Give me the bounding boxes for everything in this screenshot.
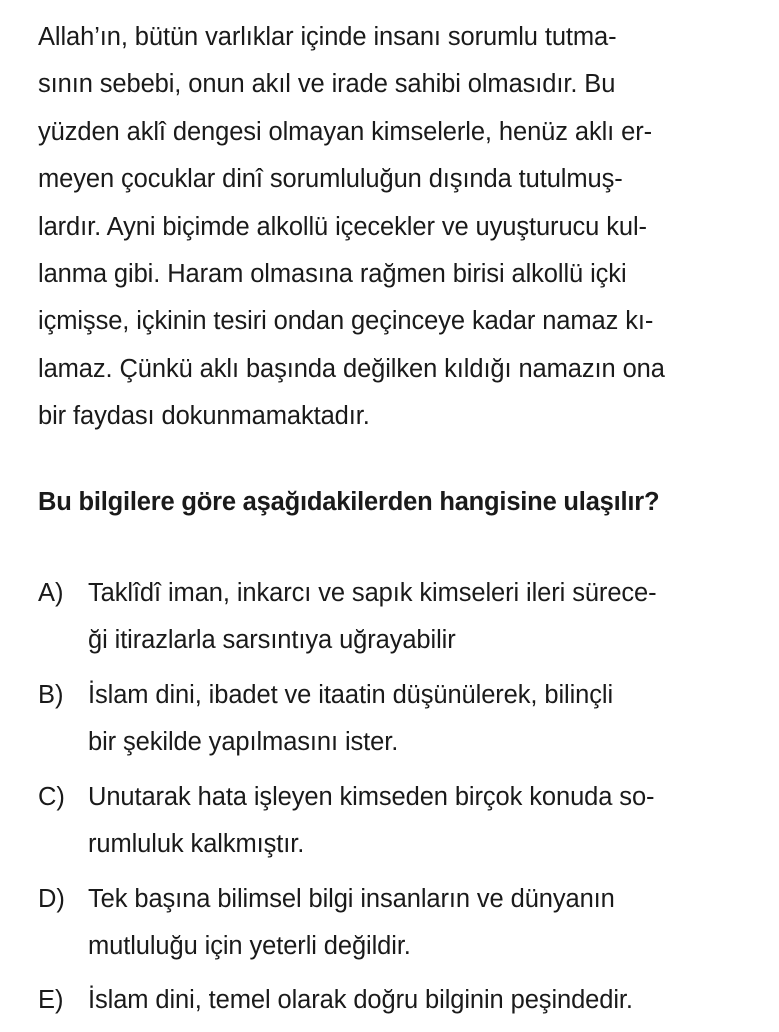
option-text [88, 570, 657, 665]
passage-line: yüzden aklî dengesi olmayan kimselerle, henüz aklı er- [38, 117, 652, 146]
option-text-line: İslam dini, temel olarak doğru bilginin peşindedir. [88, 986, 633, 1015]
option-letter: A) [38, 579, 64, 608]
passage-line: meyen çocuklar dinî sorumluluğun dışında tutulmuş- [38, 165, 623, 194]
answer-options [38, 570, 728, 1025]
passage-line: lamaz. Çünkü aklı başında değilken kıldığı namazın ona [38, 354, 665, 383]
passage-line: bir faydası dokunmamaktadır. [38, 402, 370, 431]
question-page [38, 14, 728, 1032]
passage-line: sının sebebi, onun akıl ve irade sahibi olmasıdır. Bu [38, 70, 616, 99]
option-a[interactable] [38, 570, 728, 665]
option-text-line: Tek başına bilimsel bilgi insanların ve dünyanın [88, 884, 615, 913]
passage-line: içmişse, içkinin tesiri ondan geçinceye kadar namaz kı- [38, 307, 654, 336]
option-b[interactable] [38, 672, 728, 767]
option-letter: C) [38, 782, 65, 811]
option-text-line: mutluluğu için yeterli değildir. [88, 931, 411, 960]
passage [38, 14, 728, 441]
option-text-line: bir şekilde yapılmasını ister. [88, 728, 399, 757]
option-text-line: Taklîdî iman, inkarcı ve sapık kimseleri ileri sürece- [88, 579, 657, 608]
option-e[interactable] [38, 977, 728, 1024]
option-text [88, 977, 633, 1024]
option-text-line: Unutarak hata işleyen kimseden birçok konuda so- [88, 782, 655, 811]
passage-line: lardır. Ayni biçimde alkollü içecekler ve uyuşturucu kul- [38, 212, 647, 241]
passage-line: Allah’ın, bütün varlıklar içinde insanı sorumlu tutma- [38, 23, 617, 51]
option-text [88, 876, 615, 971]
option-d[interactable] [38, 876, 728, 971]
passage-line: lanma gibi. Haram olmasına rağmen birisi alkollü içki [38, 260, 627, 289]
option-text [88, 672, 613, 767]
option-text-line: İslam dini, ibadet ve itaatin düşünülerek, bilinçli [88, 680, 614, 709]
question-stem: Bu bilgilere göre aşağıdakilerden hangisine ulaşılır? [38, 487, 660, 516]
option-letter: D) [38, 884, 65, 913]
option-c[interactable] [38, 774, 728, 869]
option-letter: B) [38, 680, 64, 709]
option-text-line: rumluluk kalkmıştır. [88, 830, 305, 859]
option-letter: E) [38, 986, 64, 1015]
option-text [88, 774, 654, 869]
option-text-line: ği itirazlarla sarsıntıya uğrayabilir [88, 626, 456, 655]
